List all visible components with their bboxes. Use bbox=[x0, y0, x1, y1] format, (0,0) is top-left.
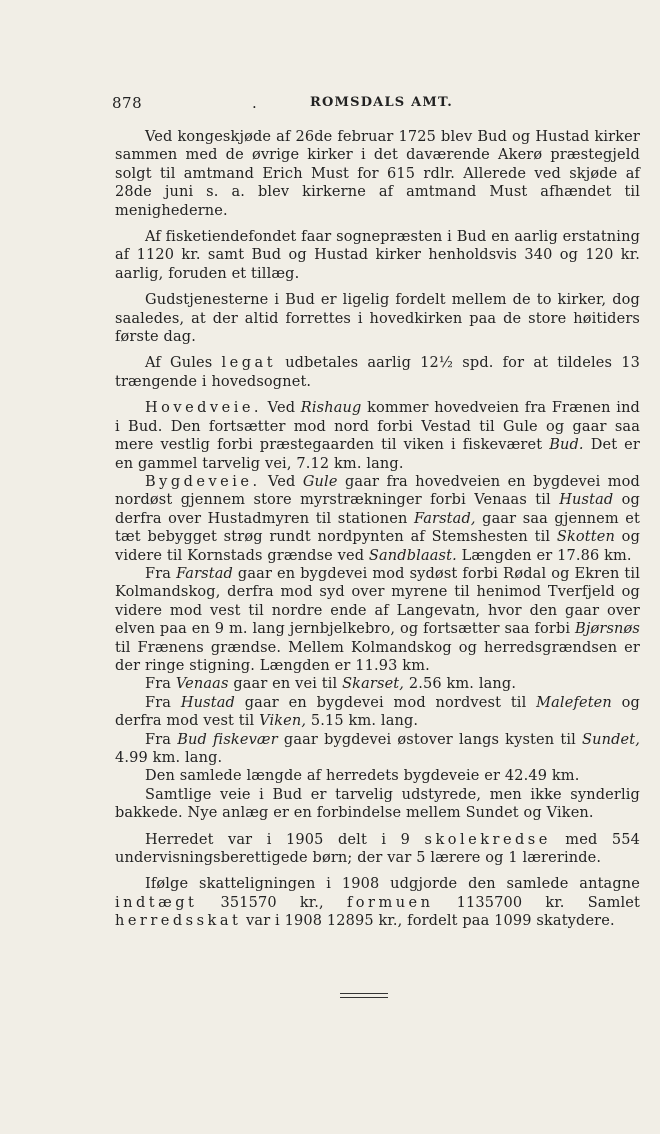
text-run: med 554 undervisningsberettigede børn; der var 5 lærere og 1 lærerinde. bbox=[115, 831, 640, 867]
text-run: Ifølge skatteligningen i 1908 udgjorde den samlede antagne bbox=[145, 876, 640, 893]
text-run: Ved kongeskjøde af 26de februar 1725 blev Bud og Hustad kirker sammen med de øvrige kirker i det daværende Akerø præstegjeld solgt til amtmand Erich Must for 615 rdlr. Allerede ved skjøde af 28de juni s. a. blev kirkerne af amtmand Must afhændet til menighederne. bbox=[115, 129, 640, 219]
text-run: og videre til Kornstads grændse ved bbox=[115, 529, 640, 564]
end-rule-line bbox=[340, 997, 388, 998]
italic-place-name: Bud. bbox=[549, 437, 584, 454]
running-title: ROMSDALS AMT. bbox=[310, 95, 453, 110]
paragraph bbox=[115, 675, 640, 693]
text-run: gaar saa gjennem et tæt bebygget strøg rundt nordpynten af Stemshesten til bbox=[115, 510, 640, 546]
italic-place-name: Hustad bbox=[180, 694, 235, 711]
header-dot: . bbox=[252, 94, 257, 112]
text-run: Ved bbox=[262, 400, 301, 417]
text-run: Fra bbox=[145, 731, 178, 748]
spaced-term: Bygdeveie. bbox=[145, 473, 261, 490]
italic-place-name: Rishaug bbox=[300, 400, 362, 417]
paragraph bbox=[115, 565, 640, 675]
paragraph bbox=[115, 399, 640, 473]
paragraph bbox=[115, 291, 640, 346]
spaced-term: Hovedveie. bbox=[145, 400, 263, 417]
italic-place-name: Bud fiskevær bbox=[177, 731, 278, 748]
text-run: og derfra over Hustadmyren til stationen bbox=[115, 492, 640, 527]
paragraph bbox=[115, 228, 640, 283]
paragraph bbox=[115, 128, 640, 220]
italic-place-name: Malefeten bbox=[536, 694, 612, 711]
italic-place-name: Farstad bbox=[176, 565, 233, 582]
text-run: gaar en bygdevei mod nordvest til bbox=[234, 694, 537, 711]
text-run: Fra bbox=[145, 694, 181, 711]
text-run: 4.99 km. lang. bbox=[115, 750, 223, 766]
text-run: Herredet var i 1905 delt i 9 bbox=[145, 831, 425, 848]
spaced-term: indtægt bbox=[115, 894, 198, 911]
text-run: gaar bygdevei østover langs kysten til bbox=[277, 731, 583, 748]
page-header bbox=[112, 94, 632, 114]
end-rule bbox=[340, 993, 388, 1001]
text-run: Fra bbox=[145, 565, 177, 582]
paragraph bbox=[115, 786, 640, 823]
text-run: gaar fra hovedveien en bygdevei mod nordøst gjennem store myrstrækninger forbi Venaas til bbox=[115, 473, 640, 509]
text-run: Ved bbox=[260, 473, 303, 490]
paragraph bbox=[115, 731, 640, 768]
text-run: Af Gules bbox=[145, 355, 222, 372]
text-run: og derfra mod vest til bbox=[115, 694, 640, 730]
text-run: Gudstjenesterne i Bud er ligelig fordelt mellem de to kirker, dog saaledes, at der altid forrettes i hovedkirken paa de store høitiders første dag. bbox=[115, 292, 640, 346]
spaced-term: formuen bbox=[346, 894, 434, 911]
text-run: gaar en bygdevei mod sydøst forbi Rødal og Ekren til Kolmandskog, derfra mod syd over myrene til henimod Tverfjeld og videre mod vest til nordre ende af Langevatn, hvor den gaar over elven paa en 9 m. lang jernbjelkebro, og fortsætter saa forbi bbox=[115, 565, 640, 638]
text-run: Længden er 17.86 km. bbox=[456, 547, 632, 564]
text-run: var i 1908 12895 kr., fordelt paa 1099 skatydere. bbox=[241, 913, 615, 930]
text-run: 1135700 kr. Samlet bbox=[433, 894, 640, 911]
body-text bbox=[115, 128, 640, 939]
paragraph bbox=[115, 694, 640, 731]
italic-place-name: Skotten bbox=[556, 529, 615, 546]
italic-place-name: Venaas bbox=[175, 676, 229, 693]
end-rule-line bbox=[340, 993, 388, 994]
text-run: Det er en gammel tarvelig vei, 7.12 km. lang. bbox=[115, 437, 640, 472]
paragraph bbox=[115, 831, 640, 868]
text-run: gaar en vei til bbox=[228, 676, 343, 693]
italic-place-name: Gule bbox=[302, 473, 338, 490]
paragraph bbox=[115, 875, 640, 930]
text-run: Af fisketiendefondet faar sognepræsten i Bud en aarlig erstatning af 1120 kr. samt Bud og Hustad kirker henholdsvis 340 og 120 kr. aarlig, foruden et tillæg. bbox=[115, 229, 640, 282]
italic-place-name: Bjørsnøs bbox=[575, 621, 640, 638]
text-run: 2.56 km. lang. bbox=[404, 676, 517, 693]
italic-place-name: Farstad, bbox=[413, 510, 476, 527]
text-run: 5.15 km. lang. bbox=[306, 713, 419, 730]
text-run: udbetales aarlig 12½ spd. for at tildeles 13 trængende i hovedsognet. bbox=[115, 355, 640, 390]
text-run: til Frænens grændse. Mellem Kolmandskog og herredsgrændsen er der ringe stigning. Længden er 11.93 km. bbox=[115, 639, 640, 674]
italic-place-name: Viken, bbox=[259, 713, 307, 730]
spaced-term: skolekredse bbox=[424, 831, 551, 848]
page-number: 878 bbox=[112, 94, 143, 112]
italic-place-name: Skarset, bbox=[342, 676, 405, 693]
italic-place-name: Hustad bbox=[559, 492, 614, 509]
paragraph bbox=[115, 473, 640, 565]
text-run: Fra bbox=[145, 676, 176, 693]
paragraph bbox=[115, 767, 640, 785]
text-run: Den samlede længde af herredets bygdeveie er 42.49 km. bbox=[145, 768, 580, 785]
italic-place-name: Sundet, bbox=[582, 731, 640, 748]
text-run: kommer hovedveien fra Frænen ind i Bud. Den fortsætter mod nord forbi Vestad til Gule og gaar saa mere vestlig forbi præstegaarden til viken i fiskeværet bbox=[115, 400, 640, 454]
italic-place-name: Sandblaast. bbox=[368, 547, 457, 564]
spaced-term: herredsskat bbox=[115, 913, 242, 930]
text-run: 351570 kr., bbox=[197, 894, 347, 911]
spaced-term: legat bbox=[221, 355, 277, 372]
text-run: Samtlige veie i Bud er tarvelig udstyrede, men ikke synderlig bakkede. Nye anlæg er en forbindelse mellem Sundet og Viken. bbox=[115, 786, 640, 822]
paragraph bbox=[115, 354, 640, 391]
